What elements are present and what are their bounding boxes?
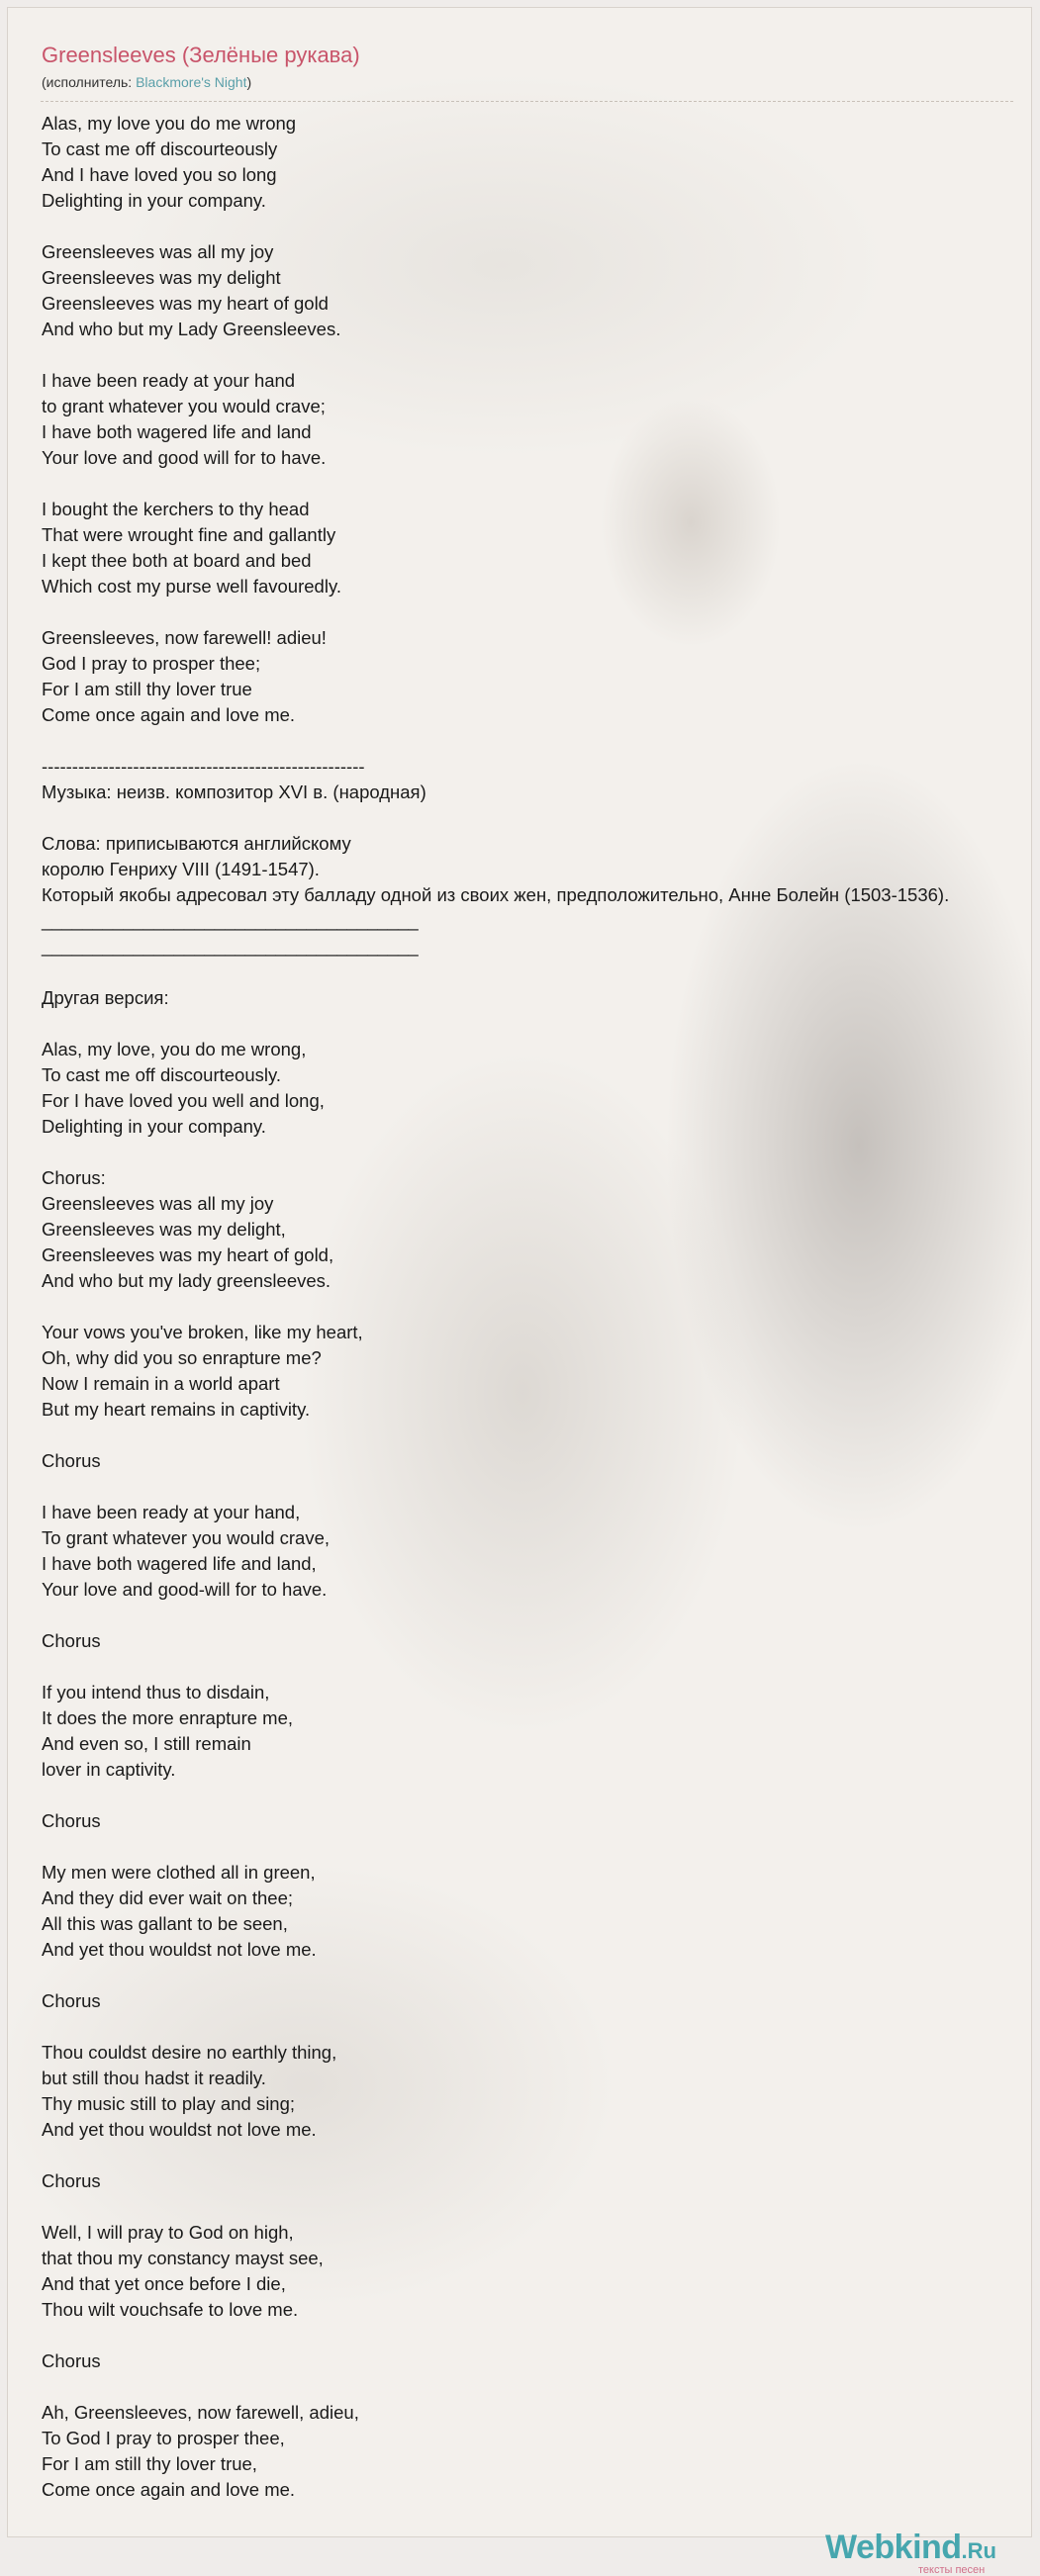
lyrics-card (7, 7, 1032, 2576)
artist-line (42, 73, 251, 91)
song-title: Greensleeves (Зелёные рукава) (42, 43, 360, 67)
artist-suffix: ) (246, 74, 252, 90)
logo-domain: .Ru (961, 2538, 996, 2563)
logo-wordmark: Webkind (825, 2529, 962, 2566)
site-logo[interactable] (825, 2529, 996, 2576)
artist-prefix: (исполнитель: (42, 74, 137, 90)
artist-link[interactable]: Blackmore's Night (136, 74, 247, 90)
logo-tagline: тексты песен (918, 2564, 986, 2576)
lyrics-text: Alas, my love you do me wrong To cast me off discourteously And I have loved you so long Delighting in your company. Greensleeves was all my joy Greensleeves was my delight Greensleeves was my heart of gold And who but my Lady Greensleeves. I have been ready at your hand to grant whatever you would crave; I have both wagered life and land Your love and good will for to have. I bought the kerchers to thy head That were wrought fine and gallantly I kept thee both at board and bed Which cost my purse well favouredly. Greensleeves, now farewell! adieu! God I pray to prosper thee; For I am still thy lover true Come once again and love me. ----------------------------------------------------- Музыка: неизв. композитор XVI в. (народная) Слова: приписываются английскому королю Генриху VIII (1491-1547). Который якобы адресовал эту балладу одной из своих жен, предположительно, Анне Болейн (1503-1536). _____________________________________ _____________________________________ Другая версия: Alas, my love, you do me wrong, To cast me off discourteously. For I have loved you well and long, Delighting in your company. Chorus: Greensleeves was all my joy Greensleeves was my delight, Greensleeves was my heart of gold, And who but my lady greensleeves. Your vows you've broken, like my heart, Oh, why did you so enrapture me? Now I remain in a world apart But my heart remains in captivity. Chorus I have been ready at your hand, To grant whatever you would crave, I have both wagered life and land, Your love and good-will for to have. Chorus If you intend thus to disdain, It does the more enrapture me, And even so, I still remain lover in captivity. Chorus My men were clothed all in green, And they did ever wait on thee; All this was gallant to be seen, And yet thou wouldst not love me. Chorus Thou couldst desire no earthly thing, but still thou hadst it readily. Thy music still to play and sing; And yet thou wouldst not love me. Chorus Well, I will pray to God on high, that thou my constancy mayst see, And that yet once before I die, Thou wilt vouchsafe to love me. Chorus Ah, Greensleeves, now farewell, adieu, To God I pray to prosper thee, For I am still thy lover true, Come once again and love me. (42, 113, 950, 2500)
header-divider (41, 101, 1013, 102)
